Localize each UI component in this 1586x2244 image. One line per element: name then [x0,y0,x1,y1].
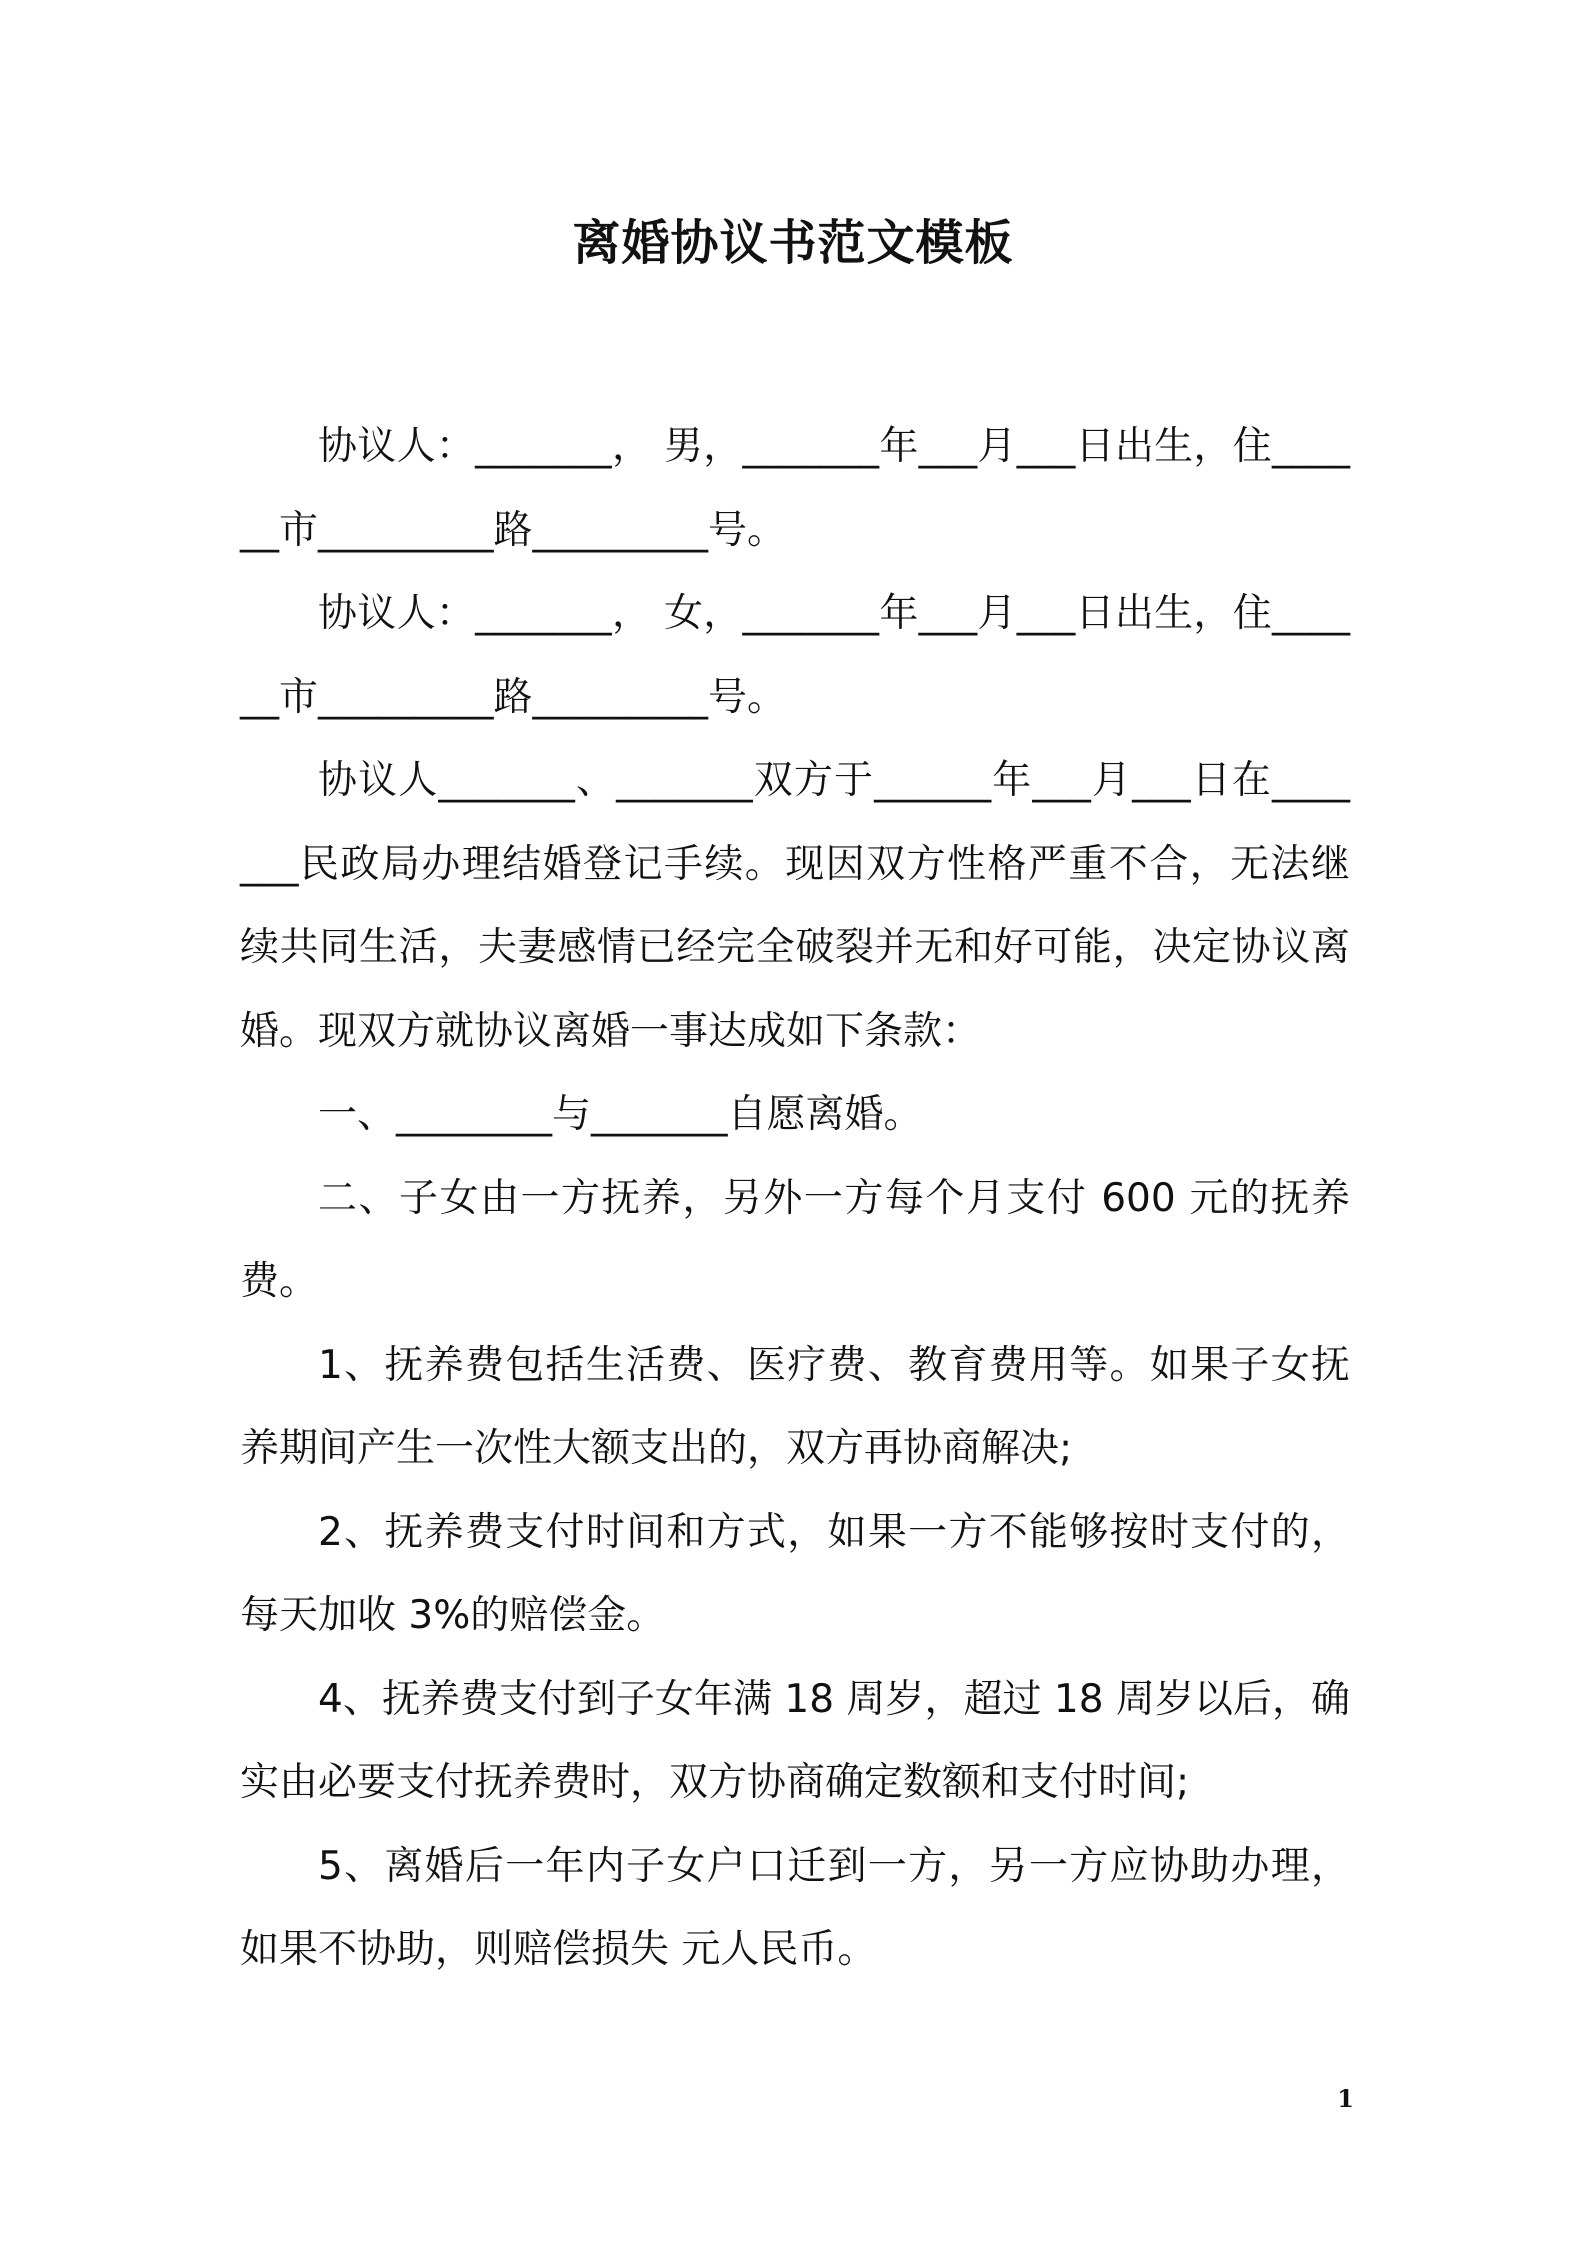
paragraph-party-male: 协议人：_______， 男，_______年___月___日出生，住______市_________路_________号。 [240,424,1350,553]
paragraph-item-4: 4、抚养费支付到子女年满 18 周岁，超过 18 周岁以后，确实由必要支付抚养费时，双方协商确定数额和支付时间; [240,1676,1350,1805]
paragraph-item-2: 2、抚养费支付时间和方式，如果一方不能够按时支付的，每天加收 3%的赔偿金。 [240,1509,1350,1638]
paragraph-clause-1: 一、________与_______自愿离婚。 [318,1092,923,1137]
page-number: 1 [1337,2084,1354,2113]
document-title: 离婚协议书范文模板 [572,215,1014,271]
document-body [240,405,1350,1992]
paragraph-party-female: 协议人：_______， 女，_______年___月___日出生，住______市_________路_________号。 [240,591,1350,720]
paragraph-clause-2: 二、子女由一方抚养，另外一方每个月支付 600 元的抚养费。 [240,1175,1350,1304]
paragraph-item-5: 5、离婚后一年内子女户口迁到一方，另一方应协助办理，如果不协助，则赔偿损失 元人民币。 [240,1843,1350,1972]
paragraph-marriage-statement: 协议人_______、_______双方于______年___月___日在_______民政局办理结婚登记手续。现因双方性格严重不合，无法继续共同生活，夫妻感情已经完全破裂并无和好可能，决定协议离婚。现双方就协议离婚一事达成如下条款： [240,758,1350,1054]
paragraph-item-1: 1、抚养费包括生活费、医疗费、教育费用等。如果子女抚养期间产生一次性大额支出的，双方再协商解决; [240,1342,1350,1471]
